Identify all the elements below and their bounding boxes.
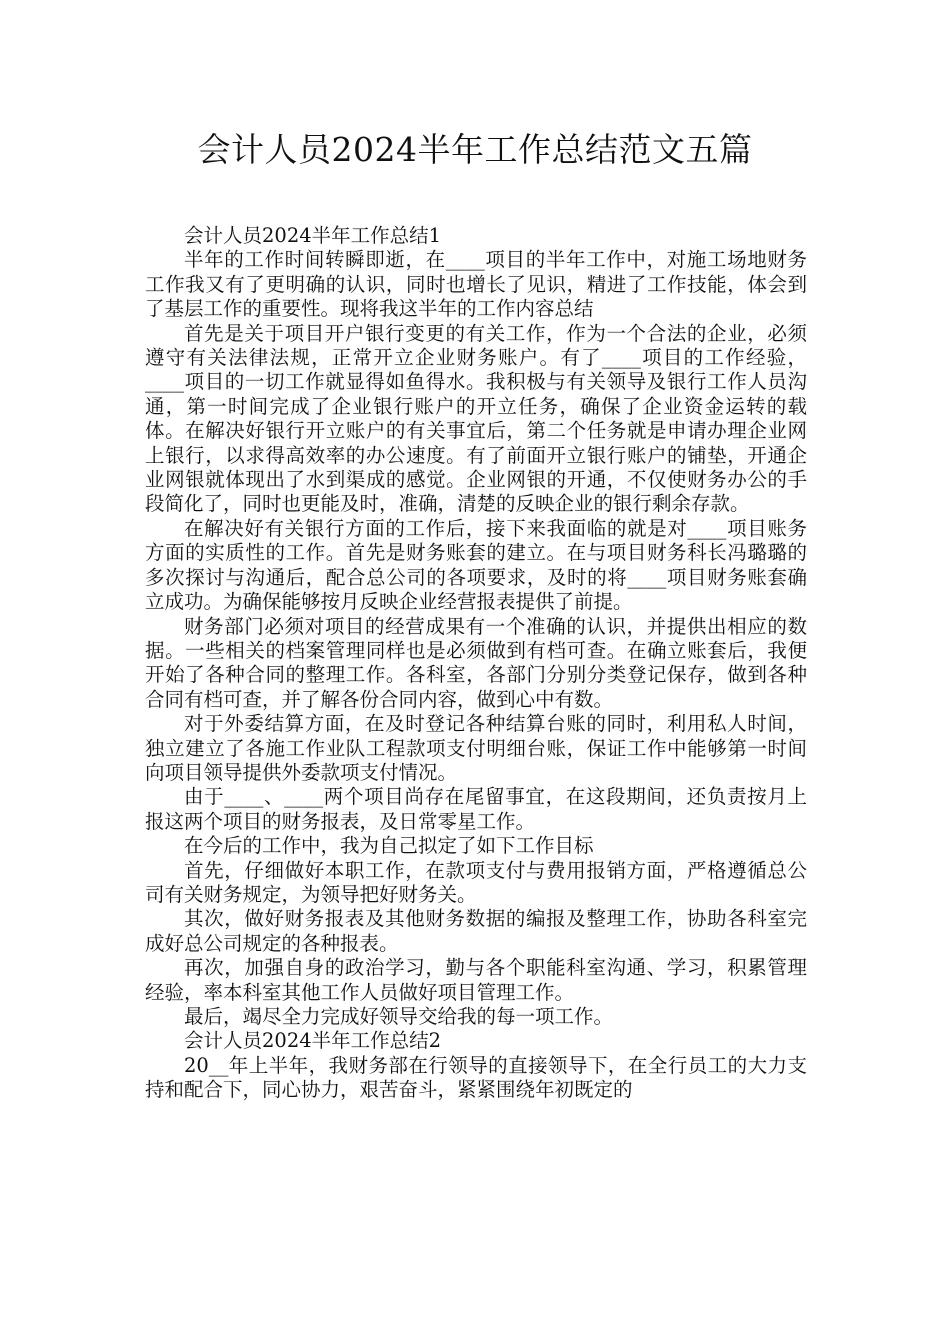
section-heading: 会计人员2024半年工作总结1 [184,224,442,247]
paragraph: 财务部门必须对项目的经营成果有一个准确的认识，并提供出相应的数据。一些相关的档案管理同样也是必须做到有档可查。在确立账套后，我便开始了各种合同的整理工作。各科室，各部门分别分类登记保存，做到各种合同有档可查，并了解各份合同内容，做到心中有数。 [145,614,807,711]
document-body [145,224,807,1103]
paragraph: 在解决好有关银行方面的工作后，接下来我面临的就是对____项目账务方面的实质性的工作。首先是财务账套的建立。在与项目财务科长冯璐璐的多次探讨与沟通后，配合总公司的各项要求，及时的将____项目财务账套确立成功。为确保能够按月反映企业经营报表提供了前提。 [145,516,807,614]
section-heading: 会计人员2024半年工作总结2 [184,1029,442,1053]
paragraph: 对于外委结算方面，在及时登记各种结算台账的同时，利用私人时间，独立建立了各施工作业队工程款项支付明细台账，保证工作中能够第一时间向项目领导提供外委款项支付情况。 [145,712,807,784]
paragraph: 其次，做好财务报表及其他财务数据的编报及整理工作，协助各科室完成好总公司规定的各种报表。 [145,907,807,955]
paragraph: 半年的工作时间转瞬即逝，在____项目的半年工作中，对施工场地财务工作我又有了更明确的认识，同时也增长了见识，精进了工作技能，体会到了基层工作的重要性。现将我这半年的工作内容总结 [145,248,807,321]
paragraph: 再次，加强自身的政治学习，勤与各个职能科室沟通、学习，积累管理经验，率本科室其他工作人员做好项目管理工作。 [145,956,807,1004]
document-title: 会计人员2024半年工作总结范文五篇 [197,130,753,169]
paragraph: 首先，仔细做好本职工作，在款项支付与费用报销方面，严格遵循总公司有关财务规定，为领导把好财务关。 [145,858,807,906]
paragraph: 20__年上半年，我财务部在行领导的直接领导下，在全行员工的大力支持和配合下，同心协力，艰苦奋斗，紧紧围绕年初既定的 [145,1053,807,1102]
paragraph: 最后，竭尽全力完成好领导交给我的每一项工作。 [184,1005,614,1028]
paragraph: 由于____、____两个项目尚存在尾留事宜，在这段期间，还负责按月上报这两个项目的财务报表，及日常零星工作。 [145,785,807,833]
paragraph: 首先是关于项目开户银行变更的有关工作，作为一个合法的企业，必须遵守有关法律法规，正常开立企业财务账户。有了____项目的工作经验，____项目的一切工作就显得如鱼得水。我积极与有关领导及银行工作人员沟通，第一时间完成了企业银行账户的开立任务，确保了企业资金运转的载体。在解决好银行开立账户的有关事宜后，第二个任务就是申请办理企业网上银行，以求得高效率的办公速度。有了前面开立银行账户的铺垫，开通企业网银就体现出了水到渠成的感觉。企业网银的开通，不仅使财务办公的手段简化了，同时也更能及时，准确，清楚的反映企业的银行剩余存款。 [145,321,807,516]
paragraph: 在今后的工作中，我为自己拟定了如下工作目标 [184,834,594,858]
